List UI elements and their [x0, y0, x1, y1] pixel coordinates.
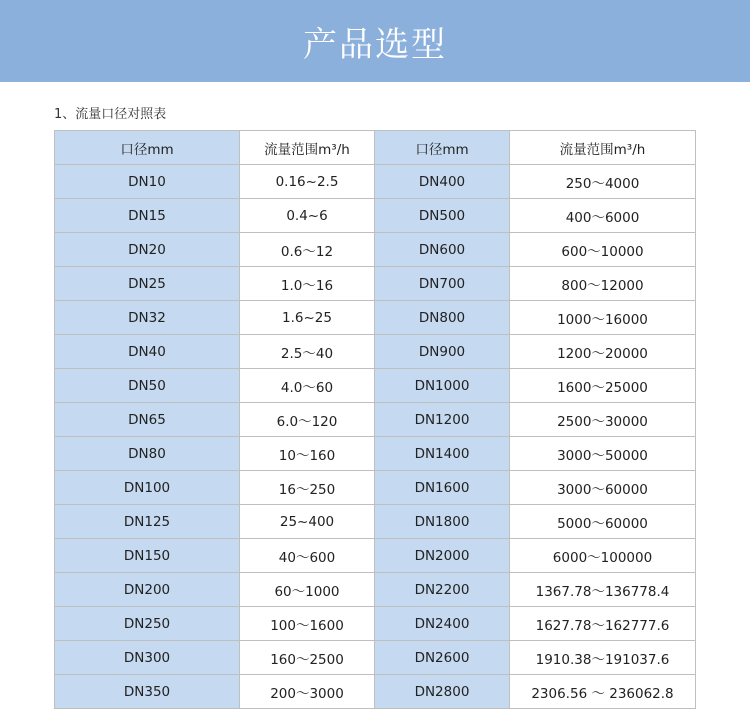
- flow-range-cell: 3000～50000: [510, 437, 696, 471]
- table-row: [55, 199, 696, 233]
- diameter-cell: DN10: [55, 165, 240, 199]
- flow-range-cell: 6000～100000: [510, 539, 696, 573]
- flow-range-cell: 2500～30000: [510, 403, 696, 437]
- flow-range-cell: 160～2500: [240, 641, 375, 675]
- table-row: [55, 607, 696, 641]
- diameter-cell: DN500: [375, 199, 510, 233]
- table-row: [55, 641, 696, 675]
- diameter-cell: DN32: [55, 301, 240, 335]
- flow-range-cell: 0.4~6: [240, 199, 375, 233]
- flow-range-cell: 600～10000: [510, 233, 696, 267]
- flow-range-cell: 1627.78～162777.6: [510, 607, 696, 641]
- column-header-diameter: 口径mm: [55, 131, 240, 165]
- flow-range-cell: 10～160: [240, 437, 375, 471]
- table-header-row: [55, 131, 696, 165]
- column-header-flow-range: 流量范围m³/h: [510, 131, 696, 165]
- flow-range-cell: 25~400: [240, 505, 375, 539]
- flow-range-cell: 200～3000: [240, 675, 375, 709]
- flow-range-cell: 0.16~2.5: [240, 165, 375, 199]
- flow-range-cell: 800～12000: [510, 267, 696, 301]
- diameter-cell: DN2800: [375, 675, 510, 709]
- diameter-cell: DN1200: [375, 403, 510, 437]
- table-row: [55, 539, 696, 573]
- flow-range-cell: 2.5～40: [240, 335, 375, 369]
- diameter-cell: DN1600: [375, 471, 510, 505]
- diameter-cell: DN25: [55, 267, 240, 301]
- diameter-cell: DN80: [55, 437, 240, 471]
- diameter-cell: DN200: [55, 573, 240, 607]
- table-row: [55, 403, 696, 437]
- flow-range-cell: 400～6000: [510, 199, 696, 233]
- section-title: 1、流量口径对照表: [54, 107, 167, 122]
- table-row: [55, 675, 696, 709]
- diameter-cell: DN40: [55, 335, 240, 369]
- diameter-cell: DN300: [55, 641, 240, 675]
- table-row: [55, 267, 696, 301]
- flow-range-cell: 5000～60000: [510, 505, 696, 539]
- diameter-cell: DN600: [375, 233, 510, 267]
- diameter-cell: DN250: [55, 607, 240, 641]
- table-row: [55, 165, 696, 199]
- flow-range-cell: 2306.56 ～ 236062.8: [510, 675, 696, 709]
- flow-range-cell: 1910.38～191037.6: [510, 641, 696, 675]
- column-header-flow-range: 流量范围m³/h: [240, 131, 375, 165]
- table-row: [55, 471, 696, 505]
- table-row: [55, 437, 696, 471]
- table-row: [55, 369, 696, 403]
- diameter-cell: DN1400: [375, 437, 510, 471]
- diameter-cell: DN900: [375, 335, 510, 369]
- flow-range-cell: 100～1600: [240, 607, 375, 641]
- diameter-cell: DN2400: [375, 607, 510, 641]
- header-banner: [0, 0, 750, 82]
- diameter-cell: DN150: [55, 539, 240, 573]
- flow-range-cell: 1000～16000: [510, 301, 696, 335]
- flow-range-cell: 16～250: [240, 471, 375, 505]
- flow-range-cell: 6.0～120: [240, 403, 375, 437]
- table-row: [55, 301, 696, 335]
- table-row: [55, 573, 696, 607]
- flow-range-cell: 3000～60000: [510, 471, 696, 505]
- diameter-cell: DN100: [55, 471, 240, 505]
- flow-range-cell: 250～4000: [510, 165, 696, 199]
- diameter-cell: DN65: [55, 403, 240, 437]
- diameter-cell: DN50: [55, 369, 240, 403]
- flow-range-cell: 60～1000: [240, 573, 375, 607]
- diameter-cell: DN2200: [375, 573, 510, 607]
- flow-range-cell: 4.0～60: [240, 369, 375, 403]
- diameter-cell: DN20: [55, 233, 240, 267]
- diameter-cell: DN400: [375, 165, 510, 199]
- flow-range-cell: 1200～20000: [510, 335, 696, 369]
- diameter-cell: DN350: [55, 675, 240, 709]
- table-row: [55, 233, 696, 267]
- column-header-diameter: 口径mm: [375, 131, 510, 165]
- flow-range-cell: 1.6~25: [240, 301, 375, 335]
- flow-range-cell: 1600～25000: [510, 369, 696, 403]
- table-row: [55, 505, 696, 539]
- diameter-cell: DN1800: [375, 505, 510, 539]
- diameter-cell: DN1000: [375, 369, 510, 403]
- diameter-cell: DN2600: [375, 641, 510, 675]
- diameter-cell: DN125: [55, 505, 240, 539]
- page-title: 产品选型: [303, 24, 447, 65]
- diameter-cell: DN2000: [375, 539, 510, 573]
- table-body: [55, 165, 696, 709]
- flow-range-cell: 1.0～16: [240, 267, 375, 301]
- diameter-cell: DN700: [375, 267, 510, 301]
- flow-diameter-table: [54, 130, 696, 709]
- diameter-cell: DN800: [375, 301, 510, 335]
- flow-range-cell: 0.6～12: [240, 233, 375, 267]
- flow-range-cell: 1367.78～136778.4: [510, 573, 696, 607]
- table-row: [55, 335, 696, 369]
- flow-range-cell: 40～600: [240, 539, 375, 573]
- diameter-cell: DN15: [55, 199, 240, 233]
